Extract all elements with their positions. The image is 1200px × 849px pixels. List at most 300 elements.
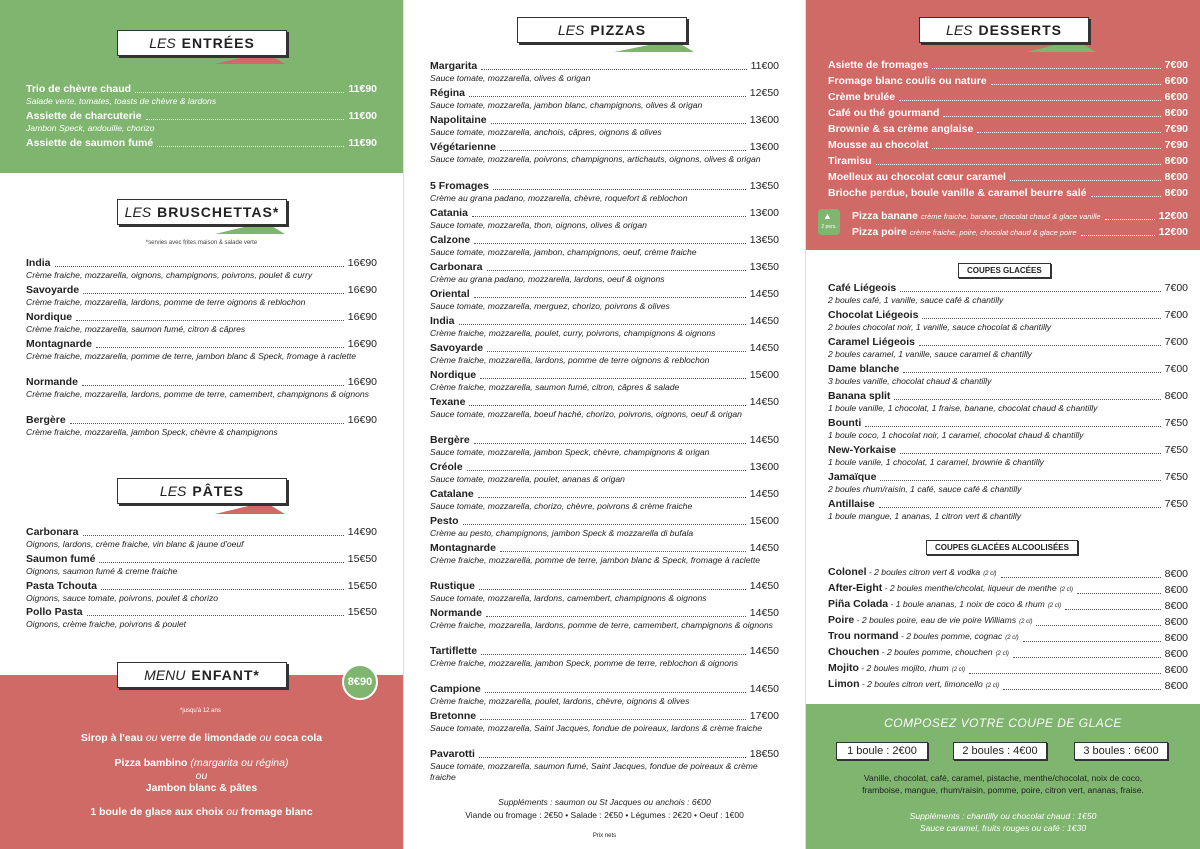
menu-item: [828, 59, 1188, 72]
menu-item-row: [828, 566, 1188, 581]
item-price: 7€00: [1164, 59, 1188, 71]
item-desc: Sauce tomate, mozzarella, thon, oignons, olives & origan: [430, 220, 647, 230]
item-price: 14€50: [749, 607, 779, 619]
item-name: New-Yorkaise: [828, 444, 897, 456]
item-desc: Crème fraiche, mozzarella, saumon fumé, citron & câpres: [26, 324, 246, 334]
item-name: Régina: [430, 87, 466, 99]
leader-dots: [474, 443, 746, 444]
item-name: Trio de chèvre chaud: [26, 83, 132, 95]
item-desc: Crème au pesto, champignons, jambon Speck & mozzarella di bufala: [430, 528, 694, 538]
menu-item: [828, 75, 1188, 88]
item-name-wrap: [828, 646, 1009, 661]
item-price: 14€50: [749, 645, 779, 657]
item-desc: - 2 boules pomme, chouchen: [879, 647, 993, 657]
leader-dots: [474, 243, 746, 244]
leader-dots: [894, 399, 1160, 400]
leader-dots: [480, 378, 746, 379]
item-price: 7€90: [1164, 123, 1188, 135]
item-desc: - 1 boule ananas, 1 noix de coco & rhum: [888, 599, 1045, 609]
item-price: 15€00: [749, 369, 779, 381]
leader-dots: [481, 69, 746, 70]
menu-item-row: [430, 60, 779, 73]
item-name: Créole: [430, 461, 463, 473]
item-price: 14€50: [749, 315, 779, 327]
entrees-title: LES ENTRÉES: [117, 30, 287, 56]
menu-item-row: [430, 683, 779, 696]
leader-dots: [880, 480, 1160, 481]
menu-item-row: [430, 515, 779, 528]
item-price: 16€90: [347, 284, 377, 296]
item-name: Crème brulée: [828, 91, 896, 103]
leader-dots: [83, 293, 344, 294]
item-price: 16€90: [347, 338, 377, 350]
item-name: Normande: [430, 607, 482, 619]
column-right: [806, 0, 1200, 849]
item-desc: Crème fraiche, mozzarella, oignons, champignons, poivrons, poulet & curry: [26, 270, 313, 280]
item-price: 16€90: [347, 257, 377, 269]
leader-dots: [157, 146, 344, 147]
item-name: Catalane: [430, 488, 474, 500]
leader-dots: [900, 291, 1160, 292]
leader-dots: [481, 654, 746, 655]
menu-item: [26, 284, 377, 308]
menu-item-row: [26, 284, 377, 297]
menu-item: [430, 288, 779, 312]
item-name: Poire: [828, 614, 855, 626]
item-price: 7€50: [1164, 444, 1188, 456]
item-volume: (2 cl): [1005, 635, 1019, 641]
item-price: 16€90: [347, 376, 377, 388]
item-price: 8€00: [1164, 187, 1188, 199]
menu-item: [430, 60, 779, 84]
item-desc: Sauce tomate, mozzarella, poivrons, champignons, artichauts, oignons, olives & origan: [430, 154, 761, 164]
menu-item: [26, 137, 377, 150]
item-desc: Crème au grana padano, mozzarella, lardons, oeuf & oignons: [430, 274, 665, 284]
item-desc: Crème fraiche, mozzarella, poulet, curry, poivrons, champignons & oignons: [430, 328, 716, 338]
item-name: Assiette de charcuterie: [26, 110, 142, 122]
item-name: Dame blanche: [828, 363, 900, 375]
menu-item-row: [828, 336, 1188, 349]
menu-item-row: [26, 338, 377, 351]
menu-item-row: [430, 580, 779, 593]
menu-item-row: [828, 139, 1188, 152]
menu-item-row: [828, 598, 1188, 613]
pates-title: LES PÂTES: [117, 478, 287, 504]
menu-item: [430, 369, 779, 393]
item-name: Café Liégeois: [828, 282, 897, 294]
enfant-line-3: 1 boule de glace aux choix ou fromage blanc: [90, 806, 313, 818]
price-3-boules: 3 boules : 6€00: [1074, 742, 1168, 760]
item-price: 8€00: [1164, 600, 1188, 612]
pizza-banane: Pizza banane crème fraiche, banane, chocolat chaud & glace vanille 12€00: [852, 210, 1188, 222]
menu-item-row: [430, 396, 779, 409]
item-name: Savoyarde: [430, 342, 484, 354]
menu-item-row: [430, 488, 779, 501]
item-price: 14€90: [347, 526, 377, 538]
leader-dots: [55, 266, 344, 267]
leader-dots: [969, 673, 1161, 674]
menu-item: [828, 614, 1188, 629]
menu-item: [430, 683, 779, 707]
menu-item: [26, 376, 377, 400]
leader-dots: [991, 84, 1161, 85]
leader-dots: [1023, 641, 1161, 642]
item-desc: Crème fraiche, mozzarella, poulet, lardons, chèvre, oignons & olives: [430, 696, 690, 706]
leader-dots: [485, 692, 746, 693]
pizzas-supplements-2: Viande ou fromage : 2€50 • Salade : 2€50 • Légumes : 2€20 • Oeuf : 1€00: [465, 810, 744, 820]
menu-item: [828, 678, 1188, 693]
prix-nets: Prix nets: [592, 833, 617, 839]
menu-item-row: [26, 110, 377, 123]
menu-item-row: [828, 678, 1188, 693]
menu-item: [828, 155, 1188, 168]
pizza-poire: Pizza poire crème fraiche, poire, chocolat chaud & glace poire 12€00: [852, 226, 1188, 238]
item-price: 7€00: [1164, 309, 1188, 321]
item-name: Moelleux au chocolat cœur caramel: [828, 171, 1006, 183]
item-volume: (2 cl): [1019, 619, 1033, 625]
menu-item: [828, 91, 1188, 104]
item-name: Pesto: [430, 515, 459, 527]
item-desc: Oignons, lardons, crème fraiche, vin blanc & jaune d'oeuf: [26, 539, 244, 549]
item-price: 11€90: [348, 137, 377, 149]
item-price: 14€50: [749, 434, 779, 446]
leader-dots: [474, 297, 746, 298]
item-desc: Oignons, crème fraiche, poivrons & poulet: [26, 619, 187, 629]
item-price: 7€50: [1164, 417, 1188, 429]
menu-item-row: [828, 107, 1188, 120]
menu-item: [828, 498, 1188, 522]
menu-item-row: [430, 207, 779, 220]
item-price: 17€00: [749, 710, 779, 722]
menu-item-row: [430, 180, 779, 193]
leader-dots: [101, 589, 344, 590]
item-desc: Sauce tomate, mozzarella, olives & origan: [430, 73, 591, 83]
item-name: Montagnarde: [26, 338, 92, 350]
item-name: Oriental: [430, 288, 470, 300]
item-desc: Crème fraiche, mozzarella, jambon Speck, pomme de terre, reblochon & oignons: [430, 658, 739, 668]
menu-item: [828, 123, 1188, 136]
item-name: Banana split: [828, 390, 891, 402]
item-name: Tartiflette: [430, 645, 478, 657]
menu-item: [828, 171, 1188, 184]
menu-item-row: [26, 311, 377, 324]
menu-item-row: [430, 315, 779, 328]
menu-item: [430, 180, 779, 204]
menu-item: [26, 110, 377, 134]
bruschettas-title: LES BRUSCHETTAS*: [117, 199, 287, 225]
item-price: 15€50: [347, 606, 377, 618]
leader-dots: [932, 148, 1160, 149]
item-price: 8€00: [1164, 155, 1188, 167]
menu-item: [828, 646, 1188, 661]
menu-item: [430, 342, 779, 366]
item-price: 16€90: [347, 414, 377, 426]
menu-item-row: [430, 645, 779, 658]
leader-dots: [1013, 657, 1161, 658]
leader-dots: [899, 100, 1161, 101]
leader-dots: [1065, 609, 1160, 610]
item-name: Assiette de saumon fumé: [26, 137, 154, 149]
item-price: 14€50: [749, 542, 779, 554]
enfant-note: *jusqu'à 12 ans: [180, 708, 221, 714]
item-price: 8€00: [1164, 568, 1188, 580]
menu-item-row: [828, 75, 1188, 88]
leader-dots: [977, 132, 1160, 133]
menu-item-row: [430, 710, 779, 723]
menu-item: [26, 414, 377, 438]
item-price: 7€90: [1164, 139, 1188, 151]
menu-item: [430, 607, 779, 631]
menu-item-row: [26, 606, 377, 619]
menu-item: [828, 582, 1188, 597]
item-name: Trou normand: [828, 630, 899, 642]
menu-item: [828, 630, 1188, 645]
enfant-line-2: Pizza bambino (margarita ou régina): [114, 757, 289, 769]
menu-item: [26, 580, 377, 604]
menu-item-row: [828, 417, 1188, 430]
item-desc: 2 boules café, 1 vanille, sauce café & chantilly: [828, 295, 1004, 305]
leader-dots: [1003, 689, 1161, 690]
menu-item-row: [828, 282, 1188, 295]
menu-item: [26, 338, 377, 362]
item-desc: Sauce tomate, mozzarella, anchois, câpres, oignons & olives: [430, 127, 662, 137]
item-name: Mousse au chocolat: [828, 139, 929, 151]
item-price: 8€00: [1164, 632, 1188, 644]
item-price: 18€50: [749, 748, 779, 760]
menu-item-row: [430, 234, 779, 247]
menu-item-row: [26, 414, 377, 427]
item-name-wrap: [828, 598, 1061, 613]
item-desc: Sauce tomate, mozzarella, jambon, champignons, oeuf, crème fraiche: [430, 247, 697, 257]
menu-item: [430, 580, 779, 604]
item-price: 8€00: [1164, 680, 1188, 692]
menu-item-row: [430, 748, 779, 761]
leader-dots: [469, 405, 745, 406]
item-price: 11€00: [750, 60, 779, 72]
menu-item-row: [430, 288, 779, 301]
item-desc: 3 boules vanille, chocolat chaud & chantilly: [828, 376, 992, 386]
item-price: 16€90: [347, 311, 377, 323]
leader-dots: [1001, 577, 1161, 578]
item-desc: - 2 boules mojito, rhum: [858, 663, 949, 673]
leader-dots: [500, 551, 746, 552]
column-middle: [403, 0, 806, 849]
menu-item: [828, 282, 1188, 306]
leader-dots: [922, 318, 1160, 319]
item-name: India: [26, 257, 51, 269]
item-price: 13€00: [749, 141, 779, 153]
menu-item-row: [828, 187, 1188, 200]
leader-dots: [87, 615, 344, 616]
item-name-wrap: [828, 630, 1019, 645]
menu-item: [430, 710, 779, 734]
item-price: 14€50: [749, 396, 779, 408]
item-name: Nordique: [26, 311, 73, 323]
item-desc: - 2 boules pomme, cognac: [898, 631, 1003, 641]
menu-item-row: [828, 646, 1188, 661]
menu-item: [26, 311, 377, 335]
item-desc: Sauce tomate, mozzarella, lardons, camembert, champignons & oignons: [430, 593, 707, 603]
menu-item: [26, 83, 377, 107]
item-name: Mojito: [828, 662, 859, 674]
item-name: Chocolat Liégeois: [828, 309, 919, 321]
item-desc: Sauce tomate, mozzarella, Saint Jacques, fondue de poireaux, lardons & crème fraiche: [430, 723, 762, 733]
leader-dots: [480, 719, 746, 720]
menu-item: [828, 390, 1188, 414]
menu-item-row: [430, 461, 779, 474]
item-volume: (2 cl): [985, 683, 1000, 689]
leader-dots: [1010, 180, 1161, 181]
item-price: 14€50: [749, 580, 779, 592]
leader-dots: [459, 324, 746, 325]
pizzas-supplements-1: Suppléments : saumon ou St Jacques ou anchois : 6€00: [498, 797, 711, 807]
menu-item-row: [26, 376, 377, 389]
item-volume: (2 cl): [951, 667, 966, 673]
item-price: 11€00: [348, 110, 377, 122]
leader-dots: [865, 426, 1160, 427]
item-name: Jamaïque: [828, 471, 877, 483]
item-name: Savoyarde: [26, 284, 80, 296]
leader-dots: [879, 507, 1161, 508]
item-name: Colonel: [828, 566, 867, 578]
item-price: 13€50: [749, 180, 779, 192]
leader-dots: [1091, 196, 1161, 197]
leader-dots: [472, 216, 746, 217]
item-price: 6€00: [1164, 91, 1188, 103]
item-name: Asiette de fromages: [828, 59, 929, 71]
item-desc: Crème fraiche, mozzarella, lardons, pomme de terre oignons & reblochon: [430, 355, 710, 365]
leader-dots: [99, 562, 343, 563]
item-price: 8€00: [1164, 107, 1188, 119]
leader-dots: [500, 150, 746, 151]
item-volume: (2 cl): [995, 651, 1009, 657]
thumbs-icon: ▲: [823, 211, 832, 221]
item-price: 13€00: [749, 207, 779, 219]
item-name-wrap: [828, 678, 999, 693]
price-2-boules: 2 boules : 4€00: [953, 742, 1047, 760]
item-desc: 1 boule vanille, 1 chocolat, 1 fraise, banane, chocolat chaud & chantilly: [828, 403, 1098, 413]
compose-title: COMPOSEZ VOTRE COUPE DE GLACE: [884, 716, 1122, 730]
menu-item-row: [26, 553, 377, 566]
menu-item: [26, 526, 377, 550]
item-name: India: [430, 315, 455, 327]
coupes-title: COUPES GLACÉES: [958, 263, 1051, 278]
menu-item-row: [430, 434, 779, 447]
item-name: Napolitaine: [430, 114, 487, 126]
menu-item: [828, 417, 1188, 441]
menu-item: [828, 471, 1188, 495]
item-name: Calzone: [430, 234, 471, 246]
menu-item: [828, 139, 1188, 152]
menu-item: [430, 315, 779, 339]
item-name: Carbonara: [26, 526, 79, 538]
menu-item-row: [430, 342, 779, 355]
item-price: 13€00: [749, 461, 779, 473]
menu-item: [430, 461, 779, 485]
menu-item-row: [828, 630, 1188, 645]
item-desc: Crème fraiche, mozzarella, jambon Speck, chèvre & champignons: [26, 427, 278, 437]
menu-item: [430, 141, 779, 165]
menu-item-row: [430, 261, 779, 274]
item-price: 14€50: [749, 683, 779, 695]
menu-item: [430, 748, 779, 782]
leader-dots: [76, 320, 344, 321]
leader-dots: [479, 589, 746, 590]
item-price: 14€50: [749, 288, 779, 300]
item-price: 15€50: [347, 553, 377, 565]
leader-dots: [463, 524, 746, 525]
menu-item-row: [828, 614, 1188, 629]
menu-item-row: [430, 607, 779, 620]
leader-dots: [932, 68, 1160, 69]
menu-item-row: [828, 390, 1188, 403]
menu-item-row: [828, 91, 1188, 104]
item-price: 8€00: [1164, 648, 1188, 660]
leader-dots: [876, 164, 1161, 165]
item-desc: Oignons, saumon fumé & creme fraiche: [26, 566, 178, 576]
item-name: Bretonne: [430, 710, 477, 722]
item-name-wrap: [828, 614, 1032, 629]
item-name: 5 Fromages: [430, 180, 489, 192]
menu-item: [26, 606, 377, 630]
menu-item: [828, 309, 1188, 333]
enfant-line-1: Sirop à l'eau ou verre de limondade ou coca cola: [80, 732, 323, 744]
item-desc: Crème au grana padano, mozzarella, chèvre, roquefort & reblochon: [430, 193, 688, 203]
item-price: 14€50: [749, 488, 779, 500]
leader-dots: [487, 351, 746, 352]
item-desc: 1 boule mangue, 1 ananas, 1 citron vert & chantilly: [828, 511, 1021, 521]
item-price: 7€50: [1164, 498, 1188, 510]
item-price: 13€00: [749, 114, 779, 126]
bruschettas-note: *servies avec frites maison & salade verte: [145, 240, 258, 246]
item-desc: 2 boules caramel, 1 vanille, sauce caramel & chantilly: [828, 349, 1032, 359]
menu-item-row: [828, 471, 1188, 484]
item-desc: Crème fraiche, mozzarella, lardons, pomme de terre, camembert, champignons & oignons: [430, 620, 773, 630]
item-desc: Crème fraiche, mozzarella, pomme de terre, jambon blanc & Speck, fromage à raclette: [26, 351, 357, 361]
item-desc: 2 boules rhum/raisin, 1 café, sauce café & chantilly: [828, 484, 1022, 494]
item-name: Tiramisu: [828, 155, 872, 167]
item-name: Piña Colada: [828, 598, 889, 610]
leader-dots: [919, 345, 1161, 346]
alcool-title: COUPES GLACÉES ALCOOLISÉES: [926, 540, 1078, 555]
item-name: Texane: [430, 396, 466, 408]
item-desc: Sauce tomate, mozzarella, poulet, ananas & origan: [430, 474, 625, 484]
item-desc: Jambon Speck, andouille, chorizo: [26, 123, 155, 133]
item-name: Bergère: [26, 414, 66, 426]
item-desc: - 2 boules poire, eau de vie poire Williams: [854, 615, 1017, 625]
item-name: Végétarienne: [430, 141, 496, 153]
item-price: 8€00: [1164, 584, 1188, 596]
item-name: After-Eight: [828, 582, 883, 594]
item-volume: (2 cl): [983, 571, 997, 577]
leader-dots: [943, 116, 1160, 117]
item-name: Caramel Liégeois: [828, 336, 915, 348]
item-desc: Sauce tomate, mozzarella, saumon fumé, Saint Jacques, fondue de poireaux & crème fraiche: [430, 761, 758, 782]
leader-dots: [493, 189, 746, 190]
item-name: Campione: [430, 683, 481, 695]
leader-dots: [135, 92, 344, 93]
item-price: 13€50: [749, 261, 779, 273]
leader-dots: [467, 470, 746, 471]
menu-item: [828, 662, 1188, 677]
enfant-or: ou: [195, 770, 208, 782]
menu-item-row: [828, 59, 1188, 72]
menu-item-row: [26, 257, 377, 270]
menu-item: [430, 261, 779, 285]
menu-item: [26, 553, 377, 577]
item-name-wrap: [828, 566, 997, 581]
pizzas-title: LES PIZZAS: [517, 17, 687, 43]
